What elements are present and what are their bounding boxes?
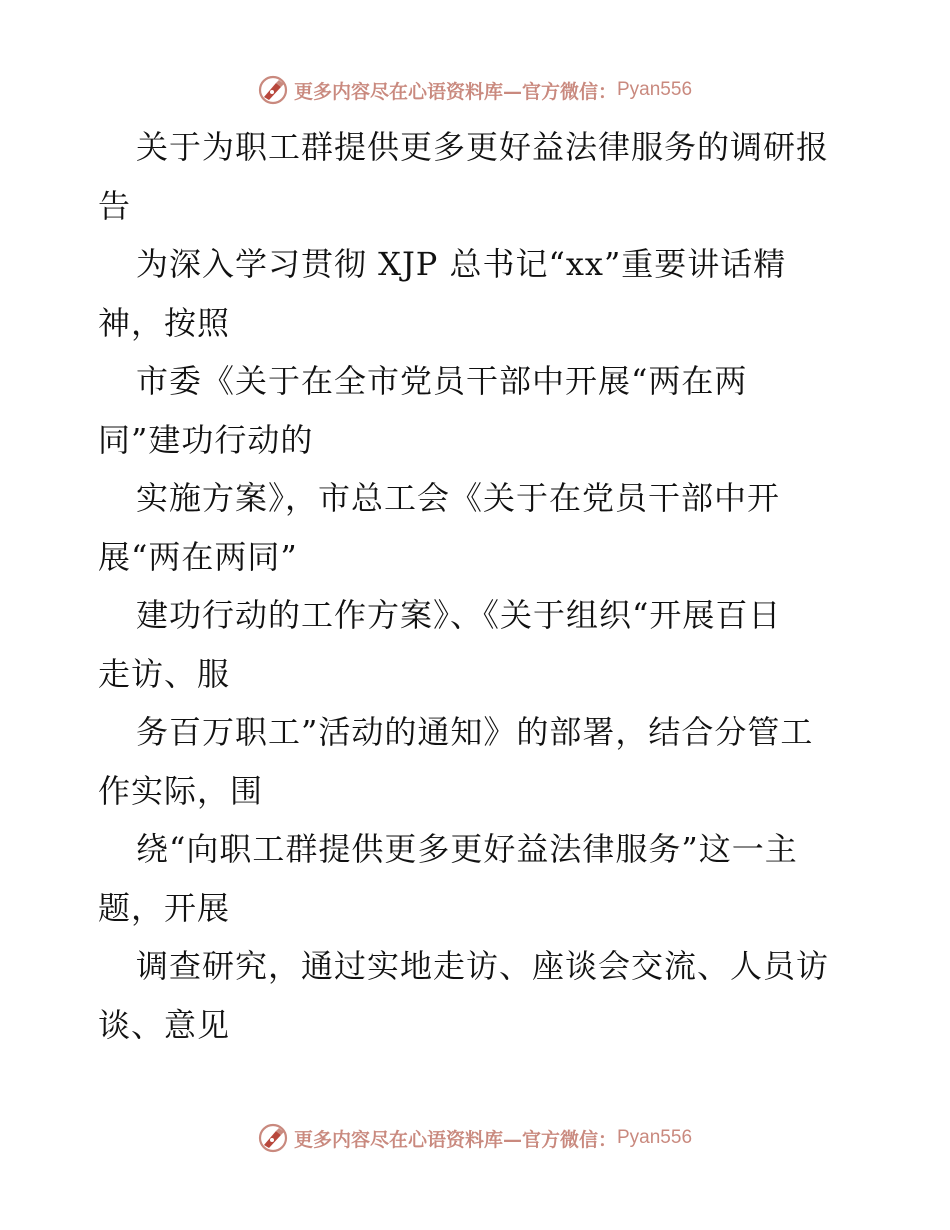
paragraph-line: 展“两在两同” bbox=[98, 537, 298, 576]
paragraph-line: 为深入学习贯彻 XJP 总书记“xx”重要讲话精 bbox=[136, 245, 787, 283]
paragraph-line: 神，按照 bbox=[98, 303, 231, 342]
paragraph-line: 作实际，围 bbox=[98, 771, 264, 810]
doc-title-line-1: 关于为职工群提供更多更好益法律服务的调研报 bbox=[136, 128, 830, 166]
paragraph-line: 谈、意见 bbox=[98, 1005, 231, 1044]
paragraph-line: 务百万职工”活动的通知》的部署，结合分管工 bbox=[136, 713, 814, 751]
paragraph-line: 同”建功行动的 bbox=[98, 420, 314, 459]
footer-banner bbox=[0, 1118, 950, 1158]
banner-wechat-id: Pyan556 bbox=[617, 1127, 693, 1148]
paragraph-line: 市委《关于在全市党员干部中开展“两在两 bbox=[136, 362, 748, 400]
paragraph-line: 实施方案》，市总工会《关于在党员干部中开 bbox=[136, 479, 781, 517]
paragraph-line: 绕“向职工群提供更多更好益法律服务”这一主 bbox=[136, 830, 798, 868]
paragraph-line: 建功行动的工作方案》、《关于组织“开展百日 bbox=[136, 596, 782, 634]
document-body bbox=[98, 118, 858, 1054]
banner-wechat-id: Pyan556 bbox=[617, 79, 693, 100]
header-banner bbox=[0, 70, 950, 110]
pen-nib-circle-icon bbox=[258, 1123, 288, 1153]
banner-text: 更多内容尽在心语资料库—官方微信： bbox=[293, 80, 617, 103]
pen-nib-circle-icon bbox=[258, 75, 288, 105]
paragraph-line: 走访、服 bbox=[98, 654, 231, 693]
paragraph-line: 调查研究，通过实地走访、座谈会交流、人员访 bbox=[136, 947, 830, 985]
doc-title-line-2: 告 bbox=[98, 186, 132, 225]
paragraph-line: 题，开展 bbox=[98, 888, 231, 927]
banner-text: 更多内容尽在心语资料库—官方微信： bbox=[293, 1128, 617, 1151]
